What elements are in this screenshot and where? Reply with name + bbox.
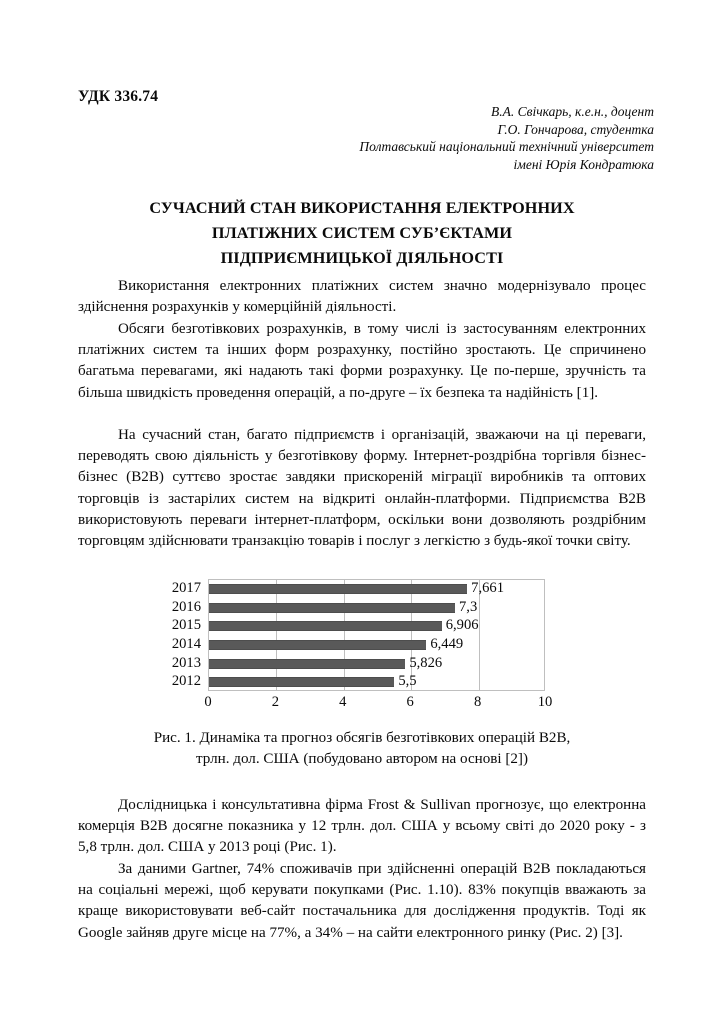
chart-bar bbox=[209, 603, 455, 613]
chart-data-label: 7,661 bbox=[471, 580, 505, 596]
page-title bbox=[78, 196, 646, 271]
chart-bar-row bbox=[209, 655, 544, 674]
affiliation-line-2: імені Юрія Кондратюка bbox=[513, 156, 654, 172]
chart-bar-row bbox=[209, 636, 544, 655]
figure-1 bbox=[155, 575, 575, 710]
chart-category-label: 2014 bbox=[171, 636, 201, 652]
chart-category-label: 2012 bbox=[171, 673, 201, 690]
figure-caption bbox=[78, 728, 646, 770]
chart-bar bbox=[209, 584, 467, 594]
paragraph-2-text: Обсяги безготівкових розрахунків, в тому числі із застосуванням електронних платіжних систем та інших форм розрахунку, постійно зростають. Це спричинено багатьма перевагами, які надають такі форми розрахунку. Це по-перше, зручність та більша швидкість проведення операцій, а по-друге – їх безпека та надійність [1]. bbox=[78, 321, 646, 401]
paragraph-2 bbox=[78, 319, 646, 404]
title-line-3: ПІДПРИЄМНИЦЬКОЇ ДІЯЛЬНОСТІ bbox=[220, 249, 504, 267]
chart-x-tick-label: 0 bbox=[204, 694, 212, 710]
chart-category-label: 2017 bbox=[171, 580, 201, 596]
chart-x-tick-label: 10 bbox=[537, 694, 553, 710]
paragraph-4 bbox=[78, 795, 646, 859]
chart-bar bbox=[209, 621, 442, 631]
affiliation-line-1: Полтавський національний технічний університет bbox=[359, 139, 654, 154]
chart-category-label: 2016 bbox=[171, 598, 201, 615]
chart-x-tick-label: 2 bbox=[271, 694, 280, 710]
chart-category-label: 2013 bbox=[171, 654, 201, 671]
title-line-1: СУЧАСНИЙ СТАН ВИКОРИСТАННЯ ЕЛЕКТРОННИХ bbox=[149, 199, 575, 217]
paragraph-4-text: Дослідницька і консультативна фірма Frost & Sullivan прогнозує, що електронна комерція В2В досягне показника у 12 трлн. дол. США у всьому світі до 2020 року - з 5,8 трлн. дол. США у 2013 році (Рис. 1). bbox=[78, 797, 646, 856]
figure-caption-line-2: трлн. дол. США (побудовано автором на основі [2]) bbox=[195, 751, 528, 768]
bar-chart bbox=[155, 575, 575, 710]
chart-data-label: 6,906 bbox=[445, 617, 479, 634]
paragraph-5 bbox=[78, 859, 646, 944]
paragraph-3 bbox=[78, 425, 646, 552]
chart-bar bbox=[209, 659, 405, 669]
chart-x-tick-label: 8 bbox=[473, 694, 482, 710]
chart-data-label: 5,826 bbox=[409, 654, 443, 671]
udk-code: УДК 336.74 bbox=[78, 88, 159, 105]
chart-data-label: 7,3 bbox=[459, 598, 478, 615]
chart-x-tick-label: 4 bbox=[339, 694, 347, 710]
chart-bar bbox=[209, 677, 394, 687]
chart-data-label: 5,5 bbox=[398, 673, 417, 690]
chart-bar-row bbox=[209, 673, 544, 692]
chart-bar-row bbox=[209, 617, 544, 636]
author-line-1: В.А. Свічкарь, к.е.н., доцент bbox=[490, 104, 654, 119]
chart-category-label: 2015 bbox=[171, 617, 201, 634]
chart-data-label: 6,449 bbox=[430, 636, 464, 652]
author-block bbox=[359, 103, 654, 173]
author-line-2: Г.О. Гончарова, студентка bbox=[497, 121, 654, 137]
paragraph-5-text: За даними Gartner, 74% споживачів при здійсненні операцій В2В покладаються на соціальні мережі, щоб керувати покупками (Рис. 1.10). 83% покупців вважають за краще використовувати веб-сайт постачальника для дослідження продуктів. Тоді як Google зайняв друге місце на 77%, а 34% – на сайти електронного ринку (Рис. 2) [3]. bbox=[78, 861, 646, 941]
chart-bar bbox=[209, 640, 426, 650]
chart-bar-row bbox=[209, 599, 544, 618]
figure-caption-line-1: Рис. 1. Динаміка та прогноз обсягів безготівкових операцій B2B, bbox=[153, 730, 571, 746]
paragraph-1 bbox=[78, 276, 646, 318]
title-line-2: ПЛАТІЖНИХ СИСТЕМ СУБ’ЄКТАМИ bbox=[211, 224, 513, 242]
paragraph-1-text: Використання електронних платіжних систем значно модернізувало процес здійснення розрахунків у комерційній діяльності. bbox=[78, 278, 646, 316]
paragraph-3-text: На сучасний стан, багато підприємств і організацій, зважаючи на ці переваги, переводять свою діяльність у безготівкову форму. Інтернет-роздрібна торгівля бізнес-бізнес (B2B) суттєво зростає завдяки прискореній міграції виробників та оптових торговців із застарілих систем на відкриті онлайн-платформи. Підприємства В2В використовують переваги інтернет-платформ, оскільки вони дозволяють роздрібним торговцям здійснювати транзакцію товарів і послуг з легкістю з будь-якої точки світу. bbox=[78, 427, 646, 550]
chart-x-tick-label: 6 bbox=[406, 694, 414, 710]
